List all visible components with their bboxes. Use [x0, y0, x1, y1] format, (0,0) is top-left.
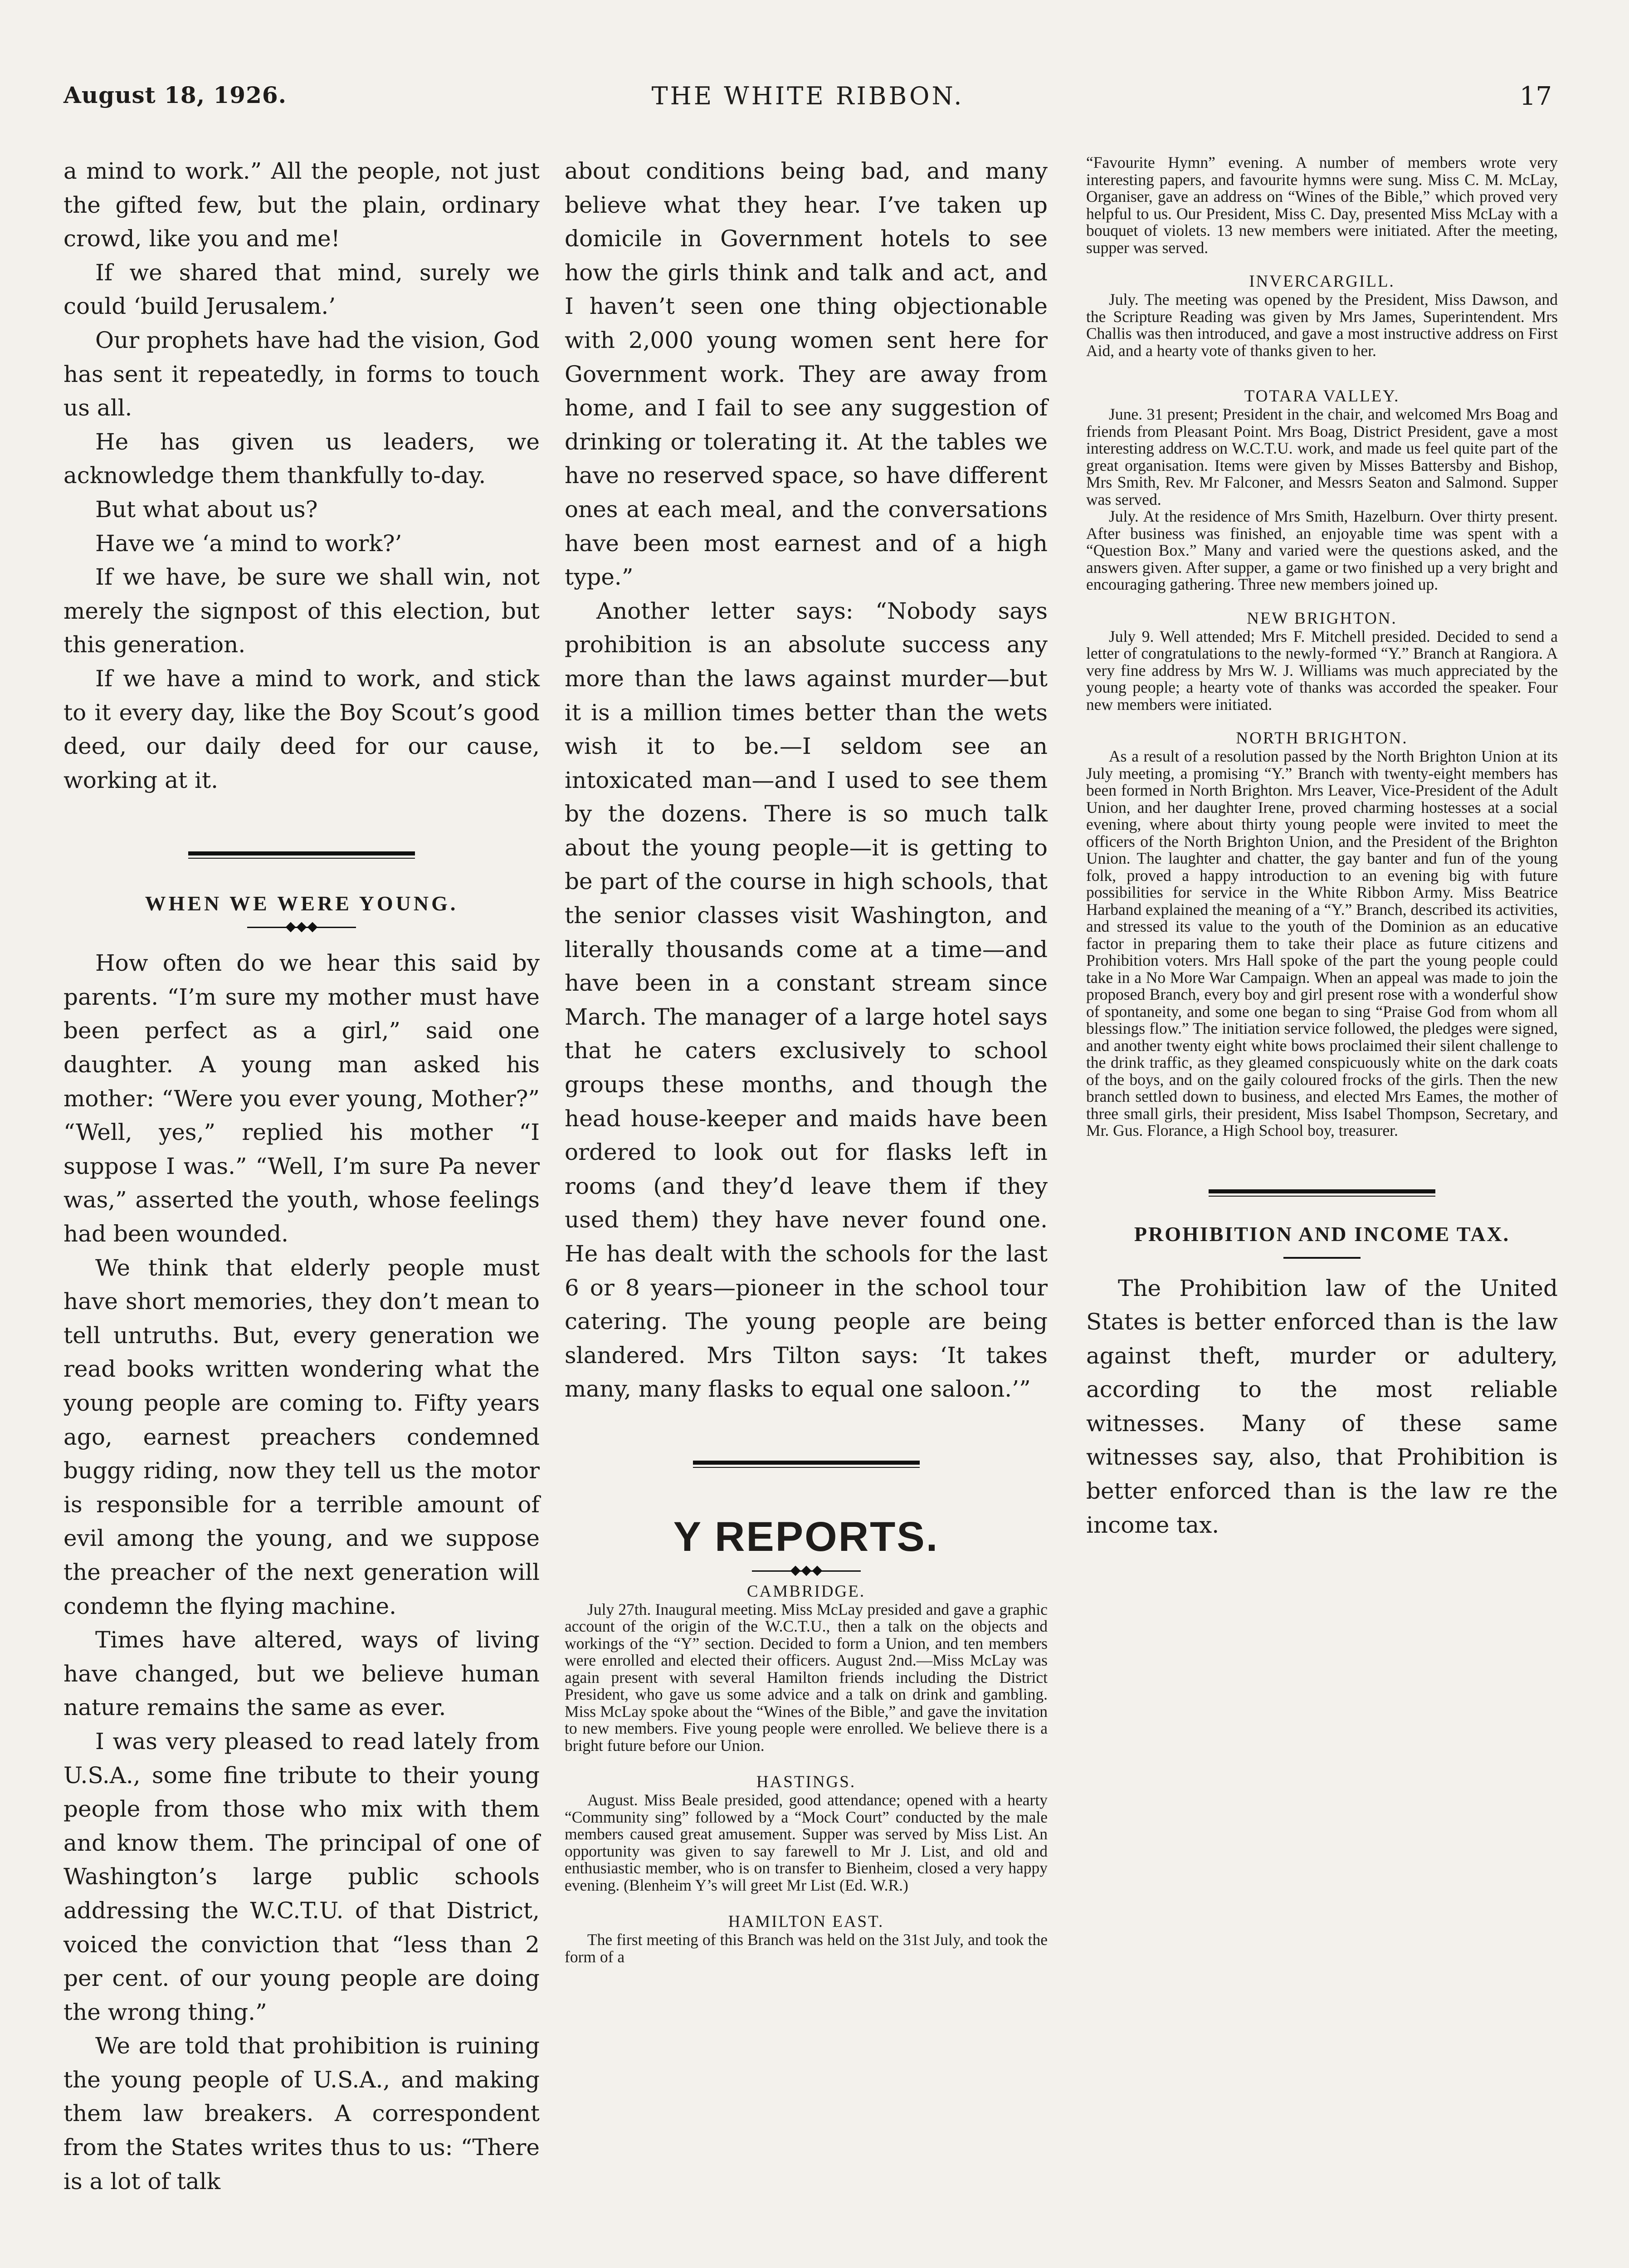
paragraph: If we shared that mind, surely we could ‘build Jerusalem.’: [63, 259, 540, 320]
report-heading-cambridge: CAMBRIDGE.: [746, 1582, 866, 1601]
report-text: July 9. Well attended; Mrs F. Mitchell presided. Decided to send a letter of congratulations to the newly-formed “Y.” Branch at Rangiora. A very fine address by Mrs W. J. Williams was much appreciated by the young people; a hearty vote of thanks was accorded the speaker. Four new members were initiated.: [1086, 627, 1558, 714]
page-number: 17: [1519, 82, 1552, 111]
paragraph: But what about us?: [95, 496, 318, 523]
paragraph: How often do we hear this said by parents. “I’m sure my mother must have been perfect as a girl,” said one daughter. A young man asked his mother: “Were you ever young, Mother?” “Well, yes,” replied his mother “I suppose I was.” “Well, I’m sure Pa never was,” asserted the youth, whose feelings had been wounded.: [63, 950, 540, 1247]
report-heading-hamilton-east: HAMILTON EAST.: [728, 1912, 884, 1931]
report-text: “Favourite Hymn” evening. A number of members wrote very interesting papers, and favourite hymns were sung. Miss C. M. McLay, Organiser, gave an address on “Wines of the Bible,” which proved very helpful to us. Our President, Miss C. Day, presented Miss McLay with a bouquet of violets. 13 new members were initiated. After the meeting, supper was served.: [1086, 153, 1558, 257]
paragraph: If we have a mind to work, and stick to it every day, like the Boy Scout’s good deed, our daily deed for our cause, working at it.: [63, 665, 540, 793]
paragraph: Have we ‘a mind to work?’: [95, 530, 402, 557]
paragraph: If we have, be sure we shall win, not merely the signpost of this election, but this generation.: [63, 564, 540, 658]
report-text: The first meeting of this Branch was held on the 31st July, and took the form of a: [565, 1931, 1048, 1966]
section-divider: [1209, 1189, 1435, 1197]
report-heading-totara-valley: TOTARA VALLEY.: [1244, 387, 1400, 406]
section-divider: [188, 851, 415, 859]
report-text: August. Miss Beale presided, good attendance; opened with a hearty “Community sing” followed by a “Mock Court” conducted by the male members caused great amusement. Supper was served by Miss List. An opportunity was given to say farewell to Mr J. List, and old and enthusiastic member, who is on transfer to Bienheim, closed a very happy evening. (Blenheim Y’s will greet Mr List (Ed. W.R.): [565, 1791, 1048, 1894]
heading-ornament: [752, 1565, 861, 1576]
paragraph: We think that elderly people must have short memories, they don’t mean to tell untruths. But, every generation we read books written wondering what the young people are coming to. Fifty years ago, earnest preachers condemned buggy riding, now they tell us the motor is responsible for a terrible amount of evil among the young, and we suppose the preacher of the next generation will condemn the flying machine.: [63, 1254, 540, 1619]
paragraph: a mind to work.” All the people, not just the gifted few, but the plain, ordinary crowd, like you and me!: [63, 158, 540, 252]
report-text: July 27th. Inaugural meeting. Miss McLay presided and gave a graphic account of the origin of the W.C.T.U., then a talk on the objects and workings of the “Y” section. Decided to form a Union, and ten members were enrolled and elected their officers. August 2nd.—Miss McLay was again present with several Hamilton friends including the District President, who gave us some advice and a talk on drink and gambling. Miss McLay spoke about the “Wines of the Bible,” and gave the invitation to new members. Five young people were enrolled. We believe there is a bright future before our Union.: [565, 1600, 1048, 1755]
section-heading-prohibition-income-tax: PROHIBITION AND INCOME TAX.: [1134, 1222, 1510, 1246]
paragraph: about conditions being bad, and many believe what they hear. I’ve taken up domicile in Government hotels to see how the girls think and talk and act, and I haven’t seen one thing objectionable with 2,000 young women sent here for Government work. They are away from home, and I fail to see any suggestion of drinking or tolerating it. At the tables we have no reserved space, so have different ones at each meal, and the conversations have been most earnest and of a high type.”: [565, 158, 1048, 591]
paragraph: The Prohibition law of the United States is better enforced than is the law against theft, murder or adultery, according to the most reliable witnesses. Many of these same witnesses say, also, that Prohibition is better enforced than is the law re the income tax.: [1086, 1275, 1558, 1538]
paragraph: I was very pleased to read lately from U.S.A., some fine tribute to their young people from those who mix with them and know them. The principal of one of Washington’s large public schools addressing the W.C.T.U. of that District, voiced the conviction that “less than 2 per cent. of our young people are doing the wrong thing.”: [63, 1728, 540, 2025]
report-text: June. 31 present; President in the chair, and welcomed Mrs Boag and friends from Pleasant Point. Mrs Boag, District President, gave a most interesting address on W.C.T.U. work, and made us feel quite part of the great organisation. Items were given by Misses Battersby and Bishop, Mrs Smith, Rev. Mr Falconer, and Messrs Seaton and Salmond. Supper was served.: [1086, 405, 1558, 508]
paragraph: We are told that prohibition is ruining the young people of U.S.A., and making them law breakers. A correspondent from the States writes thus to us: “There is a lot of talk: [63, 2033, 540, 2195]
paragraph: Another letter says: “Nobody says prohibition is an absolute success any more than the laws against murder—but it is a million times better than the wets wish it to be.—I seldom see an intoxicated man—and I used to see them by the dozens. There is so much talk about the young people—it is getting to be part of the course in high schools, that the senior classes visit Washington, and literally thousands come at a time—and have been in a constant stream since March. The manager of a large hotel says that he caters exclusively to school groups these months, and though the head house-keeper and maids have been ordered to look out for flasks left in rooms (and they’d leave them if they used them) they have never found one. He has dealt with the schools for the last 6 or 8 years—pioneer in the school tour catering. The young people are being slandered. Mrs Tilton says: ‘It takes many, many flasks to equal one saloon.’”: [565, 597, 1048, 1403]
section-heading-y-reports: Y REPORTS.: [673, 1513, 939, 1560]
column-1: [63, 154, 540, 2198]
column-3: [1086, 154, 1558, 1542]
paragraph: He has given us leaders, we acknowledge them thankfully to-day.: [63, 428, 540, 489]
issue-date: August 18, 1926.: [63, 82, 287, 108]
report-heading-invercargill: INVERCARGILL.: [1249, 272, 1395, 291]
report-heading-north-brighton: NORTH BRIGHTON.: [1236, 729, 1408, 748]
heading-ornament: [247, 922, 356, 933]
report-text: July. At the residence of Mrs Smith, Hazelburn. Over thirty present. After business was finished, an enjoyable time was spent with a “Question Box.” Many and varied were the questions asked, and the answers given. After supper, a game or two finished up a very bright and encouraging gathering. Three new members joined up.: [1086, 507, 1558, 593]
report-heading-new-brighton: NEW BRIGHTON.: [1247, 609, 1397, 628]
report-heading-hastings: HASTINGS.: [756, 1773, 856, 1792]
page-header: [63, 82, 1552, 118]
publication-title: THE WHITE RIBBON.: [651, 82, 964, 110]
column-2: [565, 154, 1048, 1965]
paragraph: Times have altered, ways of living have changed, but we believe human nature remains the same as ever.: [63, 1627, 540, 1721]
paragraph: Our prophets have had the vision, God has sent it repeatedly, in forms to touch us all.: [63, 327, 540, 421]
report-text: As a result of a resolution passed by the North Brighton Union at its July meeting, a promising “Y.” Branch with twenty-eight members has been formed in North Brighton. Mrs Leaver, Vice-President of the Adult Union, and her daughter Irene, proved charming hostesses at a social evening, where about thirty young people were invited to meet the officers of the North Brighton Union, and the President of the Brighton Union. The laughter and chatter, the gay banter and fun of the young folk, proved a happy introduction to an evening big with future possibilities for service in the White Ribbon Army. Miss Beatrice Harband explained the meaning of a “Y.” Branch, described its activities, and stressed its value to the youth of the Dominion as an educative factor in preparing them to take their place as future citizens and Prohibition voters. Mrs Hall spoke of the part the young people could take in a No More War Campaign. When an appeal was made to join the proposed Branch, every boy and girl present rose with a wonderful show of spontaneity, and some one began to sing “Praise God from whom all blessings flow.” The initiation service followed, the pledges were signed, and another twenty eight white bows proclaimed their silent challenge to the drink traffic, as they gleamed conspicuously white on the dark coats of the boys, and on the gaily coloured frocks of the girls. Then the new branch settled down to business, and elected Mrs Eames, the mother of three small girls, their president, Miss Isabel Thompson, Secretary, and Mr. Gus. Florance, a High School boy, treasurer.: [1086, 747, 1558, 1139]
section-heading-when-we-were-young: WHEN WE WERE YOUNG.: [145, 892, 458, 915]
report-text: July. The meeting was opened by the President, Miss Dawson, and the Scripture Reading was given by Mrs James, Superintendent. Mrs Challis was then introduced, and gave a most instructive address on First Aid, and a hearty vote of thanks given to her.: [1086, 290, 1558, 360]
section-divider: [693, 1461, 920, 1468]
